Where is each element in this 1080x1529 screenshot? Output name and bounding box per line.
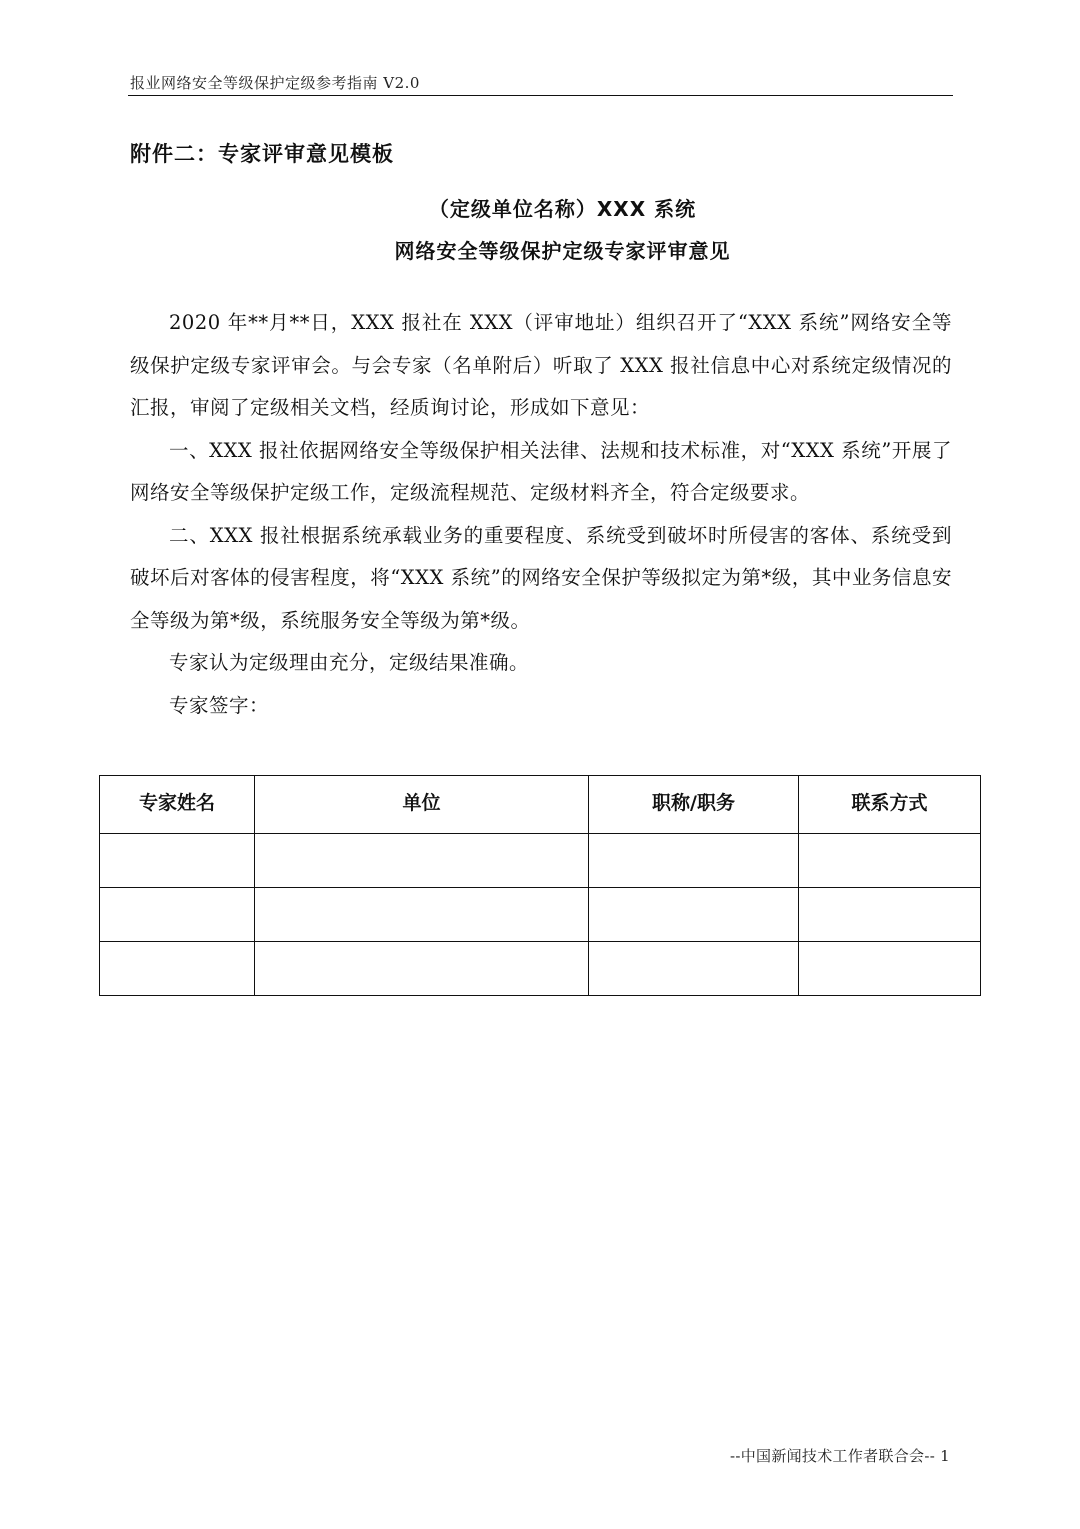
header-rule (128, 95, 953, 96)
column-header-organization: 单位 (255, 776, 589, 834)
table-cell (799, 942, 981, 996)
table-row (100, 888, 981, 942)
page-footer: --中国新闻技术工作者联合会-- 1 (730, 1447, 950, 1465)
table-cell (255, 942, 589, 996)
paragraph-conclusion: 专家认为定级理由充分，定级结果准确。 (169, 651, 530, 674)
expert-list-table (99, 775, 981, 996)
review-opinion-body (130, 302, 952, 727)
table-cell (255, 888, 589, 942)
running-header: 报业网络安全等级保护定级参考指南 V2.0 (130, 74, 420, 92)
table-row (100, 834, 981, 888)
paragraph-meeting-intro: 2020 年**月**日，XXX 报社在 XXX（评审地址）组织召开了“XXX 系统”网络安全等级保护定级专家评审会。与会专家（名单附后）听取了 XXX 报社信息中心对系统定级情况的汇报，审阅了定级相关文档，经质询讨论，形成如下意见： (130, 311, 952, 419)
column-header-contact: 联系方式 (799, 776, 981, 834)
table-row (100, 942, 981, 996)
attachment-title: 附件二：专家评审意见模板 (130, 142, 394, 166)
table-cell (799, 834, 981, 888)
table-cell (100, 888, 255, 942)
table-cell (100, 942, 255, 996)
paragraph-opinion-one: 一、XXX 报社依据网络安全等级保护相关法律、法规和技术标准，对“XXX 系统”开展了网络安全等级保护定级工作，定级流程规范、定级材料齐全，符合定级要求。 (130, 438, 952, 504)
table-cell (799, 888, 981, 942)
document-title-line2: 网络安全等级保护定级专家评审意见 (394, 239, 731, 263)
table-cell (100, 834, 255, 888)
expert-signature-label: 专家签字： (169, 693, 270, 717)
column-header-title-position: 职称/职务 (589, 776, 799, 834)
column-header-expert-name: 专家姓名 (100, 776, 255, 834)
paragraph-opinion-two: 二、XXX 报社根据系统承载业务的重要程度、系统受到破坏时所侵害的客体、系统受到破坏后对客体的侵害程度，将“XXX 系统”的网络安全保护等级拟定为第*级，其中业务信息安全等级为第*级，系统服务安全等级为第*级。 (130, 523, 952, 632)
table-cell (589, 888, 799, 942)
table-cell (589, 834, 799, 888)
table-header-row (100, 776, 981, 834)
table-cell (255, 834, 589, 888)
document-title-line1: （定级单位名称）XXX 系统 (428, 197, 697, 221)
table-cell (589, 942, 799, 996)
